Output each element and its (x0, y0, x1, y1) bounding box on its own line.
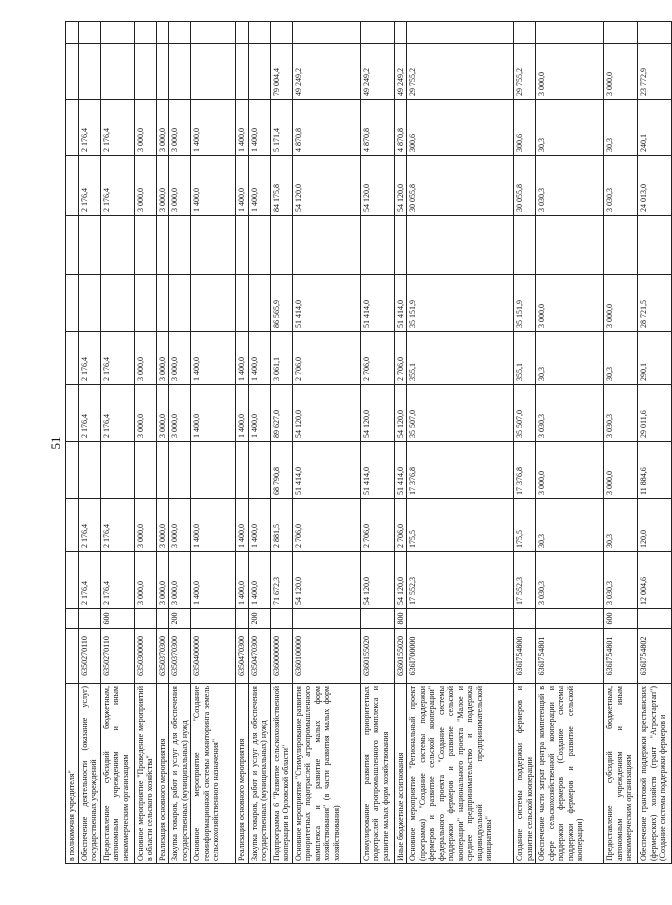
value-cell: 3 000,0 (536, 275, 604, 332)
value-cell: 35 507,0 (514, 385, 536, 442)
row-name-cell: Обеспечение части затрат центра компетенций в сфере сельскохозяйственной кооперации и поддержки фермеров (Создание системы поддержки фермеров и развитие сельской кооперации) (536, 684, 604, 864)
value-cell: 29 011,6 (638, 385, 672, 442)
value-cell: 1 400,0 (236, 100, 249, 156)
value-cell: 2 176,4 (78, 100, 100, 156)
row-code-cell: 636I754801 (536, 629, 604, 684)
value-cell: 3 000,0 (156, 100, 169, 156)
value-cell: 3 000,0 (536, 44, 604, 100)
table-row (638, 22, 672, 864)
table-row (514, 22, 536, 864)
value-cell: 54 120,0 (394, 156, 407, 216)
table-row (66, 22, 79, 864)
value-cell: 30,3 (536, 499, 604, 552)
value-cell (604, 216, 638, 275)
value-cell: 54 120,0 (360, 385, 394, 442)
value-cell: 2 176,4 (78, 332, 100, 385)
value-cell: 1 400,0 (191, 552, 236, 609)
value-cell (134, 275, 156, 332)
value-cell (134, 442, 156, 499)
value-cell: 51 414,0 (292, 442, 360, 499)
value-cell: 3 000,0 (156, 385, 169, 442)
value-cell: 355,1 (514, 332, 536, 385)
value-cell: 3 000,0 (134, 100, 156, 156)
budget-table (65, 21, 672, 864)
value-cell (191, 44, 236, 100)
row-name-cell: Закупка товаров, работ и услуг для обеспечения государственных (муниципальных) нужд (248, 684, 270, 864)
value-cell: 3 030,3 (536, 156, 604, 216)
row-name-cell: Закупка товаров, работ и услуг для обеспечения государственных (муниципальных) нужд (169, 684, 191, 864)
row-name-cell: Создание системы поддержки фермеров и развитие сельской кооперации (514, 684, 536, 864)
value-cell: 1 400,0 (236, 499, 249, 552)
row-vr-cell (292, 609, 360, 629)
page-number: 51 (48, 436, 63, 450)
value-cell: 3 000,0 (169, 100, 191, 156)
value-cell: 3 000,0 (134, 499, 156, 552)
value-cell: 35 151,9 (407, 275, 514, 332)
value-cell: 2 706,0 (394, 332, 407, 385)
value-cell: 3 000,0 (134, 332, 156, 385)
value-cell (66, 385, 79, 442)
value-cell: 54 120,0 (360, 156, 394, 216)
value-cell (156, 442, 169, 499)
value-cell: 3 000,0 (169, 156, 191, 216)
value-cell: 2 881,5 (270, 499, 292, 552)
value-cell (394, 216, 407, 275)
value-cell: 3 000,0 (169, 332, 191, 385)
value-cell: 2 706,0 (292, 332, 360, 385)
value-cell (66, 275, 79, 332)
row-vr-cell: 600 (604, 609, 638, 629)
value-cell: 3 000,0 (169, 552, 191, 609)
value-cell: 3 000,0 (156, 499, 169, 552)
row-code-cell: 6350370300 (156, 629, 169, 684)
value-cell: 84 175,8 (270, 156, 292, 216)
value-cell: 11 884,6 (638, 442, 672, 499)
value-cell (292, 22, 360, 44)
value-cell: 51 414,0 (394, 275, 407, 332)
value-cell: 30 055,8 (514, 156, 536, 216)
value-cell (536, 22, 604, 44)
value-cell: 35 507,0 (407, 385, 514, 442)
value-cell: 1 400,0 (236, 385, 249, 442)
row-code-cell: 6350270110 (78, 629, 100, 684)
value-cell (169, 442, 191, 499)
value-cell (191, 22, 236, 44)
value-cell: 1 400,0 (191, 385, 236, 442)
value-cell: 1 400,0 (248, 100, 270, 156)
row-vr-cell (270, 609, 292, 629)
value-cell (156, 275, 169, 332)
row-vr-cell (407, 609, 514, 629)
value-cell: 3 030,3 (604, 385, 638, 442)
table-body (66, 22, 672, 864)
value-cell: 2 176,4 (100, 100, 134, 156)
value-cell (78, 44, 100, 100)
value-cell: 1 400,0 (191, 100, 236, 156)
value-cell (78, 275, 100, 332)
value-cell: 3 000,0 (169, 499, 191, 552)
value-cell: 49 249,2 (394, 44, 407, 100)
value-cell: 2 706,0 (360, 499, 394, 552)
value-cell: 2 176,4 (100, 332, 134, 385)
value-cell: 2 176,4 (100, 499, 134, 552)
value-cell (248, 22, 270, 44)
value-cell (191, 275, 236, 332)
value-cell (78, 216, 100, 275)
value-cell: 30,3 (536, 100, 604, 156)
row-name-cell: Основное мероприятие "Стимулирование развития приоритетных подотраслей агропромышленного комплекса и развитие малых форм хозяйствования" (в части развития малых форм хозяйствования) (292, 684, 360, 864)
value-cell: 49 249,2 (360, 44, 394, 100)
table-row (156, 22, 169, 864)
value-cell: 4 870,8 (394, 100, 407, 156)
value-cell (638, 216, 672, 275)
row-vr-cell (360, 609, 394, 629)
value-cell (169, 216, 191, 275)
value-cell: 5 171,4 (270, 100, 292, 156)
row-vr-cell (78, 609, 100, 629)
row-code-cell (66, 629, 79, 684)
value-cell (638, 22, 672, 44)
value-cell: 49 249,2 (292, 44, 360, 100)
rotated-page (41, 22, 667, 864)
value-cell: 1 400,0 (191, 156, 236, 216)
value-cell (236, 275, 249, 332)
table-row (604, 22, 638, 864)
value-cell (248, 275, 270, 332)
value-cell: 1 400,0 (236, 552, 249, 609)
value-cell (536, 216, 604, 275)
value-cell: 4 870,8 (360, 100, 394, 156)
value-cell: 1 400,0 (191, 499, 236, 552)
value-cell: 54 120,0 (292, 156, 360, 216)
row-name-cell: Обеспечение грантовой поддержки крестьянских (фермерских) хозяйств (грант "Агростартап") (Создание системы поддержки фермеров и (638, 684, 672, 864)
value-cell: 2 176,4 (78, 552, 100, 609)
value-cell: 54 120,0 (394, 385, 407, 442)
value-cell (407, 22, 514, 44)
value-cell: 1 400,0 (248, 385, 270, 442)
value-cell (100, 442, 134, 499)
value-cell: 51 414,0 (360, 442, 394, 499)
value-cell: 51 414,0 (292, 275, 360, 332)
row-vr-cell (638, 609, 672, 629)
table-row (536, 22, 604, 864)
row-vr-cell: 200 (169, 609, 191, 629)
value-cell (292, 216, 360, 275)
value-cell (156, 216, 169, 275)
row-vr-cell (536, 609, 604, 629)
table-row (134, 22, 156, 864)
row-name-cell: Предоставление субсидий бюджетным, автономным учреждениям и иным некоммерческим организациям (100, 684, 134, 864)
value-cell: 3 000,0 (169, 385, 191, 442)
value-cell: 54 120,0 (292, 552, 360, 609)
value-cell: 71 672,3 (270, 552, 292, 609)
row-vr-cell: 800 (394, 609, 407, 629)
value-cell: 30,3 (604, 100, 638, 156)
table-row (394, 22, 407, 864)
value-cell: 54 120,0 (292, 385, 360, 442)
row-name-cell: Иные бюджетные ассигнования (394, 684, 407, 864)
value-cell: 12 004,6 (638, 552, 672, 609)
value-cell: 300,6 (514, 100, 536, 156)
row-code-cell: 636I754801 (604, 629, 638, 684)
row-vr-cell: 200 (248, 609, 270, 629)
value-cell (100, 22, 134, 44)
value-cell: 175,5 (514, 499, 536, 552)
value-cell (270, 216, 292, 275)
value-cell (78, 442, 100, 499)
row-name-cell: Подпрограмма 6 "Развитие сельскохозяйственной кооперации в Орловской области" (270, 684, 292, 864)
row-name-cell: Основное мероприятие "Создание геоинформационной системы мониторинга земель сельскохозяйственного назначения" (191, 684, 236, 864)
value-cell: 2 706,0 (292, 499, 360, 552)
value-cell: 35 151,9 (514, 275, 536, 332)
value-cell: 2 176,4 (100, 552, 134, 609)
value-cell: 290,1 (638, 332, 672, 385)
value-cell: 3 061,1 (270, 332, 292, 385)
value-cell: 3 000,0 (604, 275, 638, 332)
value-cell: 175,5 (407, 499, 514, 552)
row-vr-cell (66, 609, 79, 629)
value-cell: 2 176,4 (100, 156, 134, 216)
row-name-cell: Основное мероприятие "Проведение мероприятий в области сельского хозяйства" (134, 684, 156, 864)
value-cell: 300,6 (407, 100, 514, 156)
value-cell (270, 22, 292, 44)
value-cell (169, 22, 191, 44)
row-name-cell: Стимулирование развития приоритетных подотраслей агропромышленного комплекса и развитие малых форм хозяйствования (360, 684, 394, 864)
row-code-cell: 6350470300 (248, 629, 270, 684)
value-cell: 17 376,8 (514, 442, 536, 499)
value-cell: 89 627,0 (270, 385, 292, 442)
row-code-cell: 6350370300 (169, 629, 191, 684)
value-cell (236, 442, 249, 499)
table-row (360, 22, 394, 864)
value-cell (66, 499, 79, 552)
value-cell (66, 44, 79, 100)
value-cell: 2 706,0 (360, 332, 394, 385)
value-cell (169, 275, 191, 332)
row-name-cell: Обеспечение деятельности (оказание услуг) государственных учреждений (78, 684, 100, 864)
value-cell (66, 332, 79, 385)
value-cell: 29 755,2 (407, 44, 514, 100)
value-cell: 120,0 (638, 499, 672, 552)
value-cell: 3 000,0 (156, 156, 169, 216)
value-cell: 30,3 (604, 332, 638, 385)
table-row (292, 22, 360, 864)
value-cell (169, 44, 191, 100)
table-row (100, 22, 134, 864)
value-cell: 3 000,0 (604, 442, 638, 499)
table-row (270, 22, 292, 864)
row-vr-cell (514, 609, 536, 629)
row-name-cell: Реализация основного мероприятия (236, 684, 249, 864)
value-cell: 3 030,3 (604, 156, 638, 216)
value-cell: 54 120,0 (394, 552, 407, 609)
row-code-cell: 6360155020 (394, 629, 407, 684)
value-cell: 30,3 (604, 499, 638, 552)
row-vr-cell (156, 609, 169, 629)
value-cell: 86 565,9 (270, 275, 292, 332)
value-cell: 29 755,2 (514, 44, 536, 100)
value-cell: 3 030,3 (536, 385, 604, 442)
value-cell (248, 44, 270, 100)
value-cell: 24 013,0 (638, 156, 672, 216)
value-cell: 3 000,0 (134, 156, 156, 216)
value-cell (394, 22, 407, 44)
row-name-cell: Реализация основного мероприятия (156, 684, 169, 864)
value-cell (66, 216, 79, 275)
value-cell (100, 44, 134, 100)
value-cell (360, 22, 394, 44)
table-row (236, 22, 249, 864)
value-cell: 1 400,0 (248, 499, 270, 552)
value-cell (100, 216, 134, 275)
value-cell: 3 000,0 (604, 44, 638, 100)
value-cell: 2 176,4 (78, 385, 100, 442)
value-cell: 3 000,0 (536, 442, 604, 499)
value-cell: 1 400,0 (248, 552, 270, 609)
value-cell: 2 176,4 (78, 499, 100, 552)
row-code-cell: 636I700000 (407, 629, 514, 684)
value-cell: 355,1 (407, 332, 514, 385)
value-cell (134, 22, 156, 44)
value-cell (100, 275, 134, 332)
row-vr-cell (191, 609, 236, 629)
value-cell: 1 400,0 (236, 156, 249, 216)
value-cell: 2 706,0 (394, 499, 407, 552)
row-vr-cell: 600 (100, 609, 134, 629)
value-cell: 240,1 (638, 100, 672, 156)
value-cell: 4 870,8 (292, 100, 360, 156)
value-cell (66, 100, 79, 156)
table-row (407, 22, 514, 864)
row-name-cell: Основное мероприятие "Региональный проект (программа) "Создание системы поддержки фермеров и развитие сельской кооперации" федерального проекта "Создание системы поддержки фермеров и развитие сельской кооперации" национального проекта "Малое и среднее предпринимательство и поддержка индивидуальной предпринимательской инициативы" (407, 684, 514, 864)
value-cell: 3 030,3 (604, 552, 638, 609)
value-cell (134, 216, 156, 275)
row-code-cell: 6350270110 (100, 629, 134, 684)
value-cell (66, 156, 79, 216)
value-cell: 30,3 (536, 332, 604, 385)
value-cell: 30 055,8 (407, 156, 514, 216)
value-cell: 3 000,0 (134, 385, 156, 442)
row-code-cell: 6350300000 (134, 629, 156, 684)
row-code-cell: 6350400000 (191, 629, 236, 684)
value-cell: 3 000,0 (156, 552, 169, 609)
value-cell: 17 552,3 (407, 552, 514, 609)
value-cell (78, 22, 100, 44)
table-row (169, 22, 191, 864)
row-code-cell: 6360155020 (360, 629, 394, 684)
value-cell: 3 000,0 (134, 552, 156, 609)
value-cell (236, 216, 249, 275)
table-row (191, 22, 236, 864)
value-cell: 2 176,4 (100, 385, 134, 442)
value-cell (248, 216, 270, 275)
value-cell: 17 552,3 (514, 552, 536, 609)
value-cell: 51 414,0 (394, 442, 407, 499)
value-cell: 3 030,3 (536, 552, 604, 609)
value-cell: 51 414,0 (360, 275, 394, 332)
value-cell (191, 216, 236, 275)
value-cell (514, 216, 536, 275)
value-cell (248, 442, 270, 499)
row-code-cell: 636I754802 (638, 629, 672, 684)
row-code-cell: 636I754800 (514, 629, 536, 684)
row-vr-cell (236, 609, 249, 629)
value-cell (134, 44, 156, 100)
value-cell: 2 176,4 (78, 156, 100, 216)
value-cell: 79 004,4 (270, 44, 292, 100)
row-code-cell: 6350470300 (236, 629, 249, 684)
value-cell: 1 400,0 (191, 332, 236, 385)
value-cell (236, 22, 249, 44)
value-cell (514, 22, 536, 44)
value-cell (66, 442, 79, 499)
value-cell: 68 790,8 (270, 442, 292, 499)
value-cell (236, 44, 249, 100)
value-cell: 23 772,9 (638, 44, 672, 100)
row-name-cell: Предоставление субсидий бюджетным, автономным учреждениям и иным некоммерческим организациям (604, 684, 638, 864)
value-cell (66, 22, 79, 44)
value-cell (407, 216, 514, 275)
table-row (248, 22, 270, 864)
value-cell: 3 000,0 (156, 332, 169, 385)
value-cell (66, 552, 79, 609)
row-name-cell: в полномочия учредителя" (66, 684, 79, 864)
value-cell (191, 442, 236, 499)
value-cell: 1 400,0 (248, 156, 270, 216)
row-code-cell: 6360000000 (270, 629, 292, 684)
value-cell: 17 376,8 (407, 442, 514, 499)
value-cell: 28 721,5 (638, 275, 672, 332)
value-cell (156, 44, 169, 100)
value-cell (156, 22, 169, 44)
row-vr-cell (134, 609, 156, 629)
value-cell: 54 120,0 (360, 552, 394, 609)
value-cell (604, 22, 638, 44)
value-cell: 1 400,0 (248, 332, 270, 385)
row-code-cell: 6360100000 (292, 629, 360, 684)
table-row (78, 22, 100, 864)
value-cell: 1 400,0 (236, 332, 249, 385)
value-cell (360, 216, 394, 275)
